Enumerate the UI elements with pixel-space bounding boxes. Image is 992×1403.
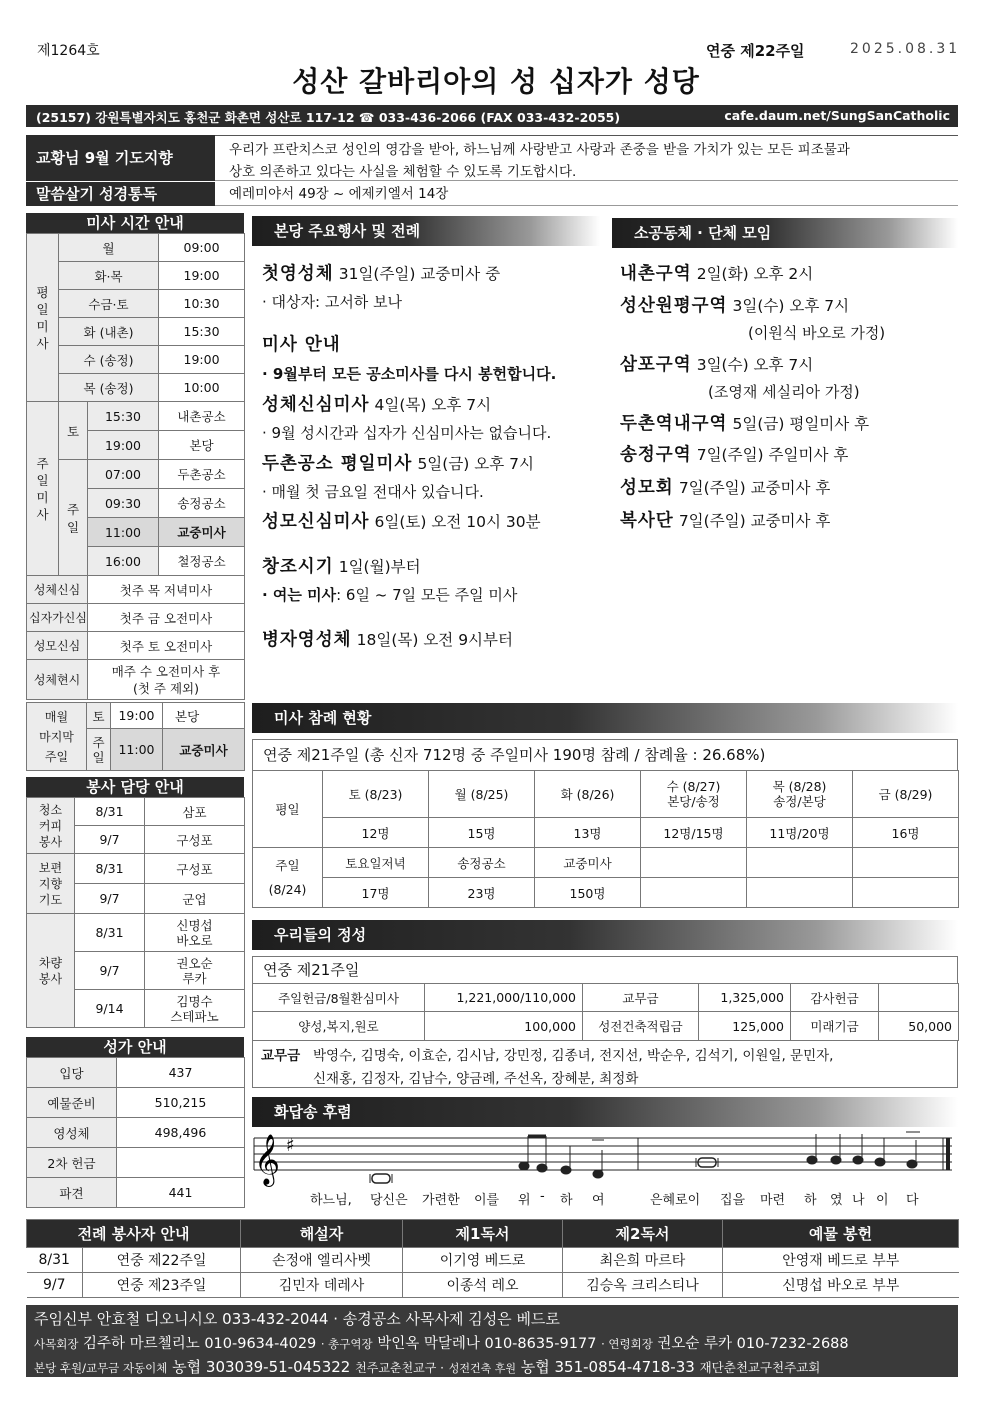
mary-mass: 성모신심미사 6일(토) 오전 10시 30분 (262, 512, 541, 532)
intention-line-1: 우리가 프란치스코 성인의 영감을 받아, 하느님께 사랑받고 사랑과 존중을 받을 가치가 있는 모든 피조물과 (229, 142, 850, 158)
group-item: 삼포구역 3일(수) 오후 7시 (620, 355, 814, 375)
sunday-mass-label: 주일미사 (27, 402, 59, 576)
service-heading: 봉사 담당 안내 (26, 777, 244, 797)
hymn-table: 입당 437 예물준비 510,215 영성체 498,496 2차 헌금 파견 441 (26, 1057, 245, 1208)
mass-times-heading: 미사 시간 안내 (26, 213, 244, 233)
group-item: 송정구역 7일(주일) 주일미사 후 (620, 445, 849, 465)
mass-times-table: 평일미사 월 09:00 화·목 19:00 수금·토 10:30 화 (내촌) 15:30 수 (송정) 19:00 목 (송정) 10:00 주일미사 토 15:30 내촌공소 19:00 본당 주일 07:00 두촌공소 09:30 송정공소 11:00 교중미사 16:00 철정공소 성체신심 첫주 목 저녁미사 십자가신심 첫주 금 오전미사 성모신심 첫주 토 오전미사 성체현시 매주 수 오전미사 후 (첫 주 제외) (26, 233, 245, 700)
mass-info: 미사 안내 (262, 335, 341, 355)
events-heading: 본당 주요행사 및 전례 (252, 216, 600, 246)
creation-season: 창조시기 1일(월)부터 (262, 557, 421, 577)
footer-line-1: 주임신부 안효철 디오니시오 033-432-2044 · 송경공소 사목사제 김성은 베드로 (34, 1310, 560, 1328)
psalm-lyrics: 하느님, 당신은 가련한 이를 위 - 하 여 은혜로이 집을 마련 하 였 나 이 다 (310, 1189, 919, 1208)
attendance-table: 평일 토 (8/23) 월 (8/25) 화 (8/26) 수 (8/27) 본당/송정 목 (8/28) 송정/본당 금 (8/29) 12명 15명 13명 12명/15명 11명/20명 16명 주일 (8/24) 토요일저녁 송정공소 교중미사 17명 23명 150명 (252, 770, 959, 908)
psalm-heading: 화답송 후렴 (252, 1097, 958, 1127)
group-item: 성산원평구역 3일(수) 오후 7시 (620, 296, 850, 316)
liturgical-week: 연중 제22주일 (706, 42, 805, 60)
sharp-icon: ♯ (286, 1135, 295, 1156)
contrib-names: 교무금 박영수, 김명숙, 이효순, 김시남, 강민정, 김종녀, 전지선, 박순우, 김석기, 이원일, 문민자, 신재홍, 김정자, 김남수, 양금례, 주선옥, 장혜분, 최정화 (252, 1040, 958, 1088)
group-item: 성모회 7일(주일) 교중미사 후 (620, 478, 831, 498)
bible-text: 예레미야서 49장 ~ 에제키엘서 14장 (215, 182, 958, 206)
duchon-mass: 두촌공소 평일미사 5일(금) 오후 7시 (262, 454, 534, 474)
group-item: 복사단 7일(주일) 교중미사 후 (620, 511, 831, 531)
issue-number: 제1264호 (37, 43, 100, 59)
cafe-link[interactable]: cafe.daum.net/SungSanCatholic (724, 108, 950, 123)
first-communion: 첫영성체 31일(주일) 교중미사 중 (262, 264, 501, 284)
bible-label: 말씀살기 성경통독 (26, 182, 215, 206)
footer-line-2: 사목회장 김주하 마르첼리노 010-9634-4029 · 총구역장 박인옥 막달레나 010-8635-9177 · 연령회장 권오순 루카 010-7232-2688 (34, 1336, 849, 1352)
contrib-table: 주일헌금/8월환심미사 1,221,000/110,000 교무금 1,325,000 감사헌금 양성,복지,원로 100,000 성전건축적립금 125,000 미래기금 50,000 (252, 983, 959, 1041)
psalm-notes (370, 1132, 920, 1183)
footer-line-3: 본당 후원/교무금 자동이체 농협 303039-51-045322 천주교춘천교구 · 성전건축 후원 농협 351-0854-4718-33 재단춘천교구천주교회 (34, 1358, 821, 1376)
hymn-heading: 성가 안내 (26, 1037, 244, 1057)
issue-date: 2025.08.31 (850, 41, 961, 57)
address: (25157) 강원특별자치도 홍천군 화촌면 성산로 117-12 ☎ 033-436-2066 (FAX 033-432-2055) (36, 110, 621, 125)
intention-line-2: 상호 의존하고 있다는 사실을 체험할 수 있도록 기도합시다. (229, 164, 577, 180)
group-item: 내촌구역 2일(화) 오후 2시 (620, 264, 814, 284)
address-bar (26, 105, 958, 127)
last-sunday-table: 매월 마지막 주일 토 19:00 본당 주 일 11:00 교중미사 (26, 702, 245, 771)
intention-label: 교황님 9월 기도지향 (26, 135, 215, 181)
service-table: 청소커피봉사 8/31 삼포 9/7 구성포 보편지향기도 8/31 구성포 9/7 군업 차량봉사 8/31 신명섭 바오로 9/7 권오순 루카 9/14 김명수 스테파노 (26, 797, 245, 1028)
page-title: 성산 갈바리아의 성 십자가 성당 (292, 65, 700, 98)
attendance-summary: 연중 제21주일 (총 신자 712명 중 주일미사 190명 참례 / 참례율 : 26.68%) (252, 739, 958, 770)
liturgy-table: 전례 봉사자 안내 해설자 제1독서 제2독서 예물 봉헌 8/31 연중 제22주일 손정애 엘리사벳 이기영 베드로 최은희 마르타 안영재 베드로 부부 9/7 연중 제23주일 김민자 데레사 이종석 레오 김승옥 크리스티나 신명섭 바오로 부부 (26, 1219, 959, 1298)
groups-heading: 소공동체 · 단체 모임 (612, 218, 958, 248)
intention-box (215, 135, 958, 181)
sick-communion: 병자영성체 18일(목) 오전 9시부터 (262, 630, 513, 650)
attendance-heading: 미사 참례 현황 (252, 703, 958, 733)
contrib-heading: 우리들의 정성 (252, 920, 958, 950)
contrib-week: 연중 제21주일 (252, 956, 958, 983)
footer (26, 1305, 958, 1377)
weekday-mass-label: 평일미사 (27, 234, 59, 402)
group-item: 두촌역내구역 5일(금) 평일미사 후 (620, 414, 870, 434)
eucharist-mass: 성체신심미사 4일(목) 오후 7시 (262, 395, 492, 415)
treble-clef-icon: 𝄞 (254, 1134, 281, 1185)
